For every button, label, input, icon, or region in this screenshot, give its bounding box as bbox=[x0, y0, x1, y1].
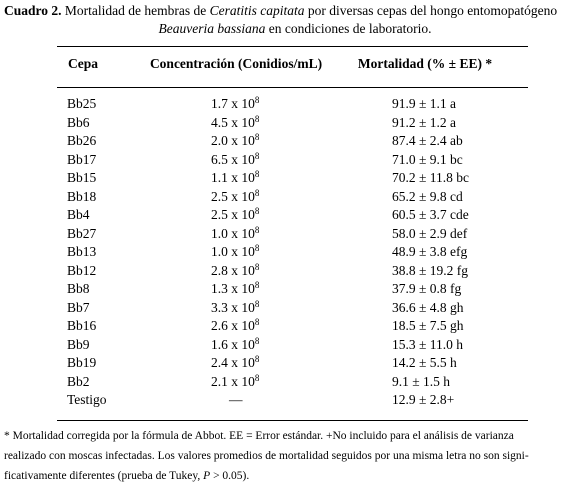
cell-concentracion-exponent: 8 bbox=[254, 243, 260, 253]
table-row bbox=[0, 373, 570, 392]
cell-concentracion-base: 2.1 x 10 bbox=[211, 373, 255, 389]
cell-concentracion-base: — bbox=[229, 392, 243, 407]
table-top-rule bbox=[57, 46, 528, 47]
cell-concentracion-exponent: 8 bbox=[254, 261, 260, 272]
cell-cepa: Bb8 bbox=[67, 281, 90, 296]
caption-line-2 bbox=[4, 20, 568, 38]
footnote-p-italic: P bbox=[203, 470, 211, 482]
cell-concentracion bbox=[211, 373, 259, 392]
cell-concentracion bbox=[211, 225, 259, 244]
cell-concentracion-base: 2.4 x 10 bbox=[211, 355, 255, 370]
cell-mortalidad: 48.9 ± 3.8 efg bbox=[392, 244, 468, 259]
cell-mortalidad: 60.5 ± 3.7 cde bbox=[392, 207, 469, 222]
header-concentracion: Concentración (Conidios/mL) bbox=[149, 56, 323, 71]
cell-mortalidad: 91.9 ± 1.1 a bbox=[392, 96, 457, 111]
caption-text-3: en condiciones de laboratorio. bbox=[265, 21, 432, 36]
cell-cepa: Bb17 bbox=[67, 151, 97, 167]
cell-concentracion-base: 2.6 x 10 bbox=[211, 318, 255, 333]
cell-concentracion bbox=[211, 206, 259, 225]
cell-cepa: Bb19 bbox=[67, 355, 97, 370]
caption-line-1 bbox=[4, 2, 568, 20]
table-footnote bbox=[4, 426, 568, 486]
cell-concentracion-exponent: 8 bbox=[254, 95, 260, 105]
cell-cepa: Testigo bbox=[67, 392, 107, 407]
cell-concentracion bbox=[211, 114, 259, 133]
table-header-rule bbox=[57, 87, 528, 88]
cell-mortalidad: 37.9 ± 0.8 fg bbox=[392, 281, 462, 296]
cell-concentracion-base: 1.0 x 10 bbox=[211, 225, 255, 241]
footnote-line-1: * Mortalidad corregida por la fórmula de Abbot. EE = Error estándar. +No incluido para el análisis de varianza bbox=[4, 430, 514, 442]
cell-cepa: Bb9 bbox=[67, 336, 90, 352]
cell-concentracion-base: 3.3 x 10 bbox=[211, 299, 255, 315]
table-row bbox=[0, 169, 570, 188]
cell-concentracion bbox=[229, 391, 243, 410]
cell-mortalidad: 9.1 ± 1.5 h bbox=[392, 373, 451, 389]
footnote-line-2: realizado con moscas infectadas. Los valores promedios de mortalidad seguidos por una misma letra no son signi- bbox=[4, 450, 529, 462]
table-row bbox=[0, 132, 570, 151]
cell-mortalidad: 38.8 ± 19.2 fg bbox=[392, 262, 469, 278]
table-row bbox=[0, 262, 570, 281]
cell-concentracion bbox=[211, 243, 259, 262]
table-row bbox=[0, 280, 570, 299]
cell-concentracion-exponent: 8 bbox=[254, 224, 260, 235]
cell-mortalidad: 18.5 ± 7.5 gh bbox=[392, 318, 464, 333]
cell-concentracion-exponent: 8 bbox=[254, 113, 260, 124]
cell-concentracion-base: 2.5 x 10 bbox=[211, 207, 255, 222]
table-bottom-rule bbox=[57, 420, 528, 421]
cell-cepa: Bb25 bbox=[67, 96, 97, 111]
cell-concentracion bbox=[211, 169, 259, 188]
table-row bbox=[0, 151, 570, 170]
cell-cepa: Bb18 bbox=[67, 188, 97, 204]
cell-concentracion bbox=[211, 299, 259, 318]
header-cepa: Cepa bbox=[68, 56, 98, 71]
table-caption bbox=[4, 2, 568, 38]
cell-cepa: Bb12 bbox=[67, 262, 97, 278]
header-mortalidad: Mortalidad (% ± EE) * bbox=[357, 56, 493, 71]
table-row bbox=[0, 114, 570, 133]
cell-concentracion-exponent: 8 bbox=[254, 280, 260, 290]
cell-concentracion bbox=[211, 280, 259, 299]
cell-concentracion-exponent: 8 bbox=[254, 150, 260, 161]
cell-mortalidad: 12.9 ± 2.8+ bbox=[392, 392, 455, 407]
footnote-text-before: ficativamente diferentes (prueba de Tukey, bbox=[4, 470, 204, 482]
cell-concentracion-exponent: 8 bbox=[254, 298, 260, 309]
table-row bbox=[0, 299, 570, 318]
cell-concentracion-exponent: 8 bbox=[254, 335, 260, 346]
cell-concentracion bbox=[211, 317, 259, 336]
cell-cepa: Bb15 bbox=[67, 170, 97, 185]
cell-concentracion-base: 2.0 x 10 bbox=[211, 133, 255, 148]
cell-concentracion bbox=[211, 262, 259, 281]
cell-concentracion-base: 2.5 x 10 bbox=[211, 188, 255, 204]
cell-cepa: Bb2 bbox=[67, 373, 90, 389]
cell-mortalidad: 87.4 ± 2.4 ab bbox=[392, 133, 463, 148]
cell-mortalidad: 58.0 ± 2.9 def bbox=[392, 225, 468, 241]
cell-mortalidad: 71.0 ± 9.1 bc bbox=[392, 151, 463, 167]
cell-cepa: Bb7 bbox=[67, 299, 90, 315]
table-header-row bbox=[0, 56, 570, 76]
table-row bbox=[0, 354, 570, 373]
cell-cepa: Bb4 bbox=[67, 207, 90, 222]
cell-concentracion-exponent: 8 bbox=[254, 132, 260, 142]
table-body bbox=[0, 95, 570, 410]
cell-concentracion-base: 1.7 x 10 bbox=[211, 96, 255, 111]
caption-text-1: Mortalidad de hembras de bbox=[61, 3, 210, 18]
cell-cepa: Bb27 bbox=[67, 225, 97, 241]
cell-concentracion bbox=[211, 95, 259, 114]
caption-label: Cuadro 2. bbox=[4, 3, 62, 18]
cell-concentracion-base: 1.0 x 10 bbox=[211, 244, 255, 259]
cell-concentracion-exponent: 8 bbox=[254, 317, 260, 327]
table-row bbox=[0, 243, 570, 262]
cell-concentracion-exponent: 8 bbox=[254, 206, 260, 216]
cell-concentracion-base: 1.6 x 10 bbox=[211, 336, 255, 352]
cell-concentracion-base: 1.3 x 10 bbox=[211, 281, 255, 296]
cell-concentracion bbox=[211, 188, 259, 207]
cell-mortalidad: 91.2 ± 1.2 a bbox=[392, 114, 457, 130]
cell-concentracion-base: 1.1 x 10 bbox=[211, 170, 255, 185]
cell-mortalidad: 14.2 ± 5.5 h bbox=[392, 355, 457, 370]
cell-concentracion-base: 2.8 x 10 bbox=[211, 262, 255, 278]
table-row bbox=[0, 391, 570, 410]
cell-concentracion-exponent: 8 bbox=[254, 372, 260, 383]
cell-mortalidad: 65.2 ± 9.8 cd bbox=[392, 188, 463, 204]
table-row bbox=[0, 336, 570, 355]
footnote-line-3 bbox=[4, 466, 568, 486]
cell-concentracion-exponent: 8 bbox=[254, 169, 260, 179]
cell-concentracion bbox=[211, 354, 259, 373]
table-row bbox=[0, 225, 570, 244]
cell-concentracion-base: 4.5 x 10 bbox=[211, 114, 255, 130]
cell-concentracion-exponent: 8 bbox=[254, 187, 260, 198]
cell-concentracion bbox=[211, 151, 259, 170]
cell-concentracion bbox=[211, 132, 259, 151]
cell-cepa: Bb16 bbox=[67, 318, 97, 333]
cell-mortalidad: 70.2 ± 11.8 bc bbox=[392, 170, 470, 185]
cell-concentracion bbox=[211, 336, 259, 355]
table-row bbox=[0, 317, 570, 336]
cell-cepa: Bb13 bbox=[67, 244, 97, 259]
table-row bbox=[0, 188, 570, 207]
table-row bbox=[0, 206, 570, 225]
cell-cepa: Bb26 bbox=[67, 133, 97, 148]
cell-cepa: Bb6 bbox=[67, 114, 90, 130]
caption-species: Ceratitis capitata bbox=[209, 3, 305, 18]
cell-mortalidad: 15.3 ± 11.0 h bbox=[392, 336, 464, 352]
table-row bbox=[0, 95, 570, 114]
cell-concentracion-exponent: 8 bbox=[254, 354, 260, 364]
cell-mortalidad: 36.6 ± 4.8 gh bbox=[392, 299, 464, 315]
cell-concentracion-base: 6.5 x 10 bbox=[211, 151, 255, 167]
caption-text-2: por diversas cepas del hongo entomopatógeno bbox=[304, 3, 558, 18]
caption-fungus: Beauveria bassiana bbox=[158, 21, 266, 36]
footnote-text-after: > 0.05). bbox=[210, 470, 250, 482]
